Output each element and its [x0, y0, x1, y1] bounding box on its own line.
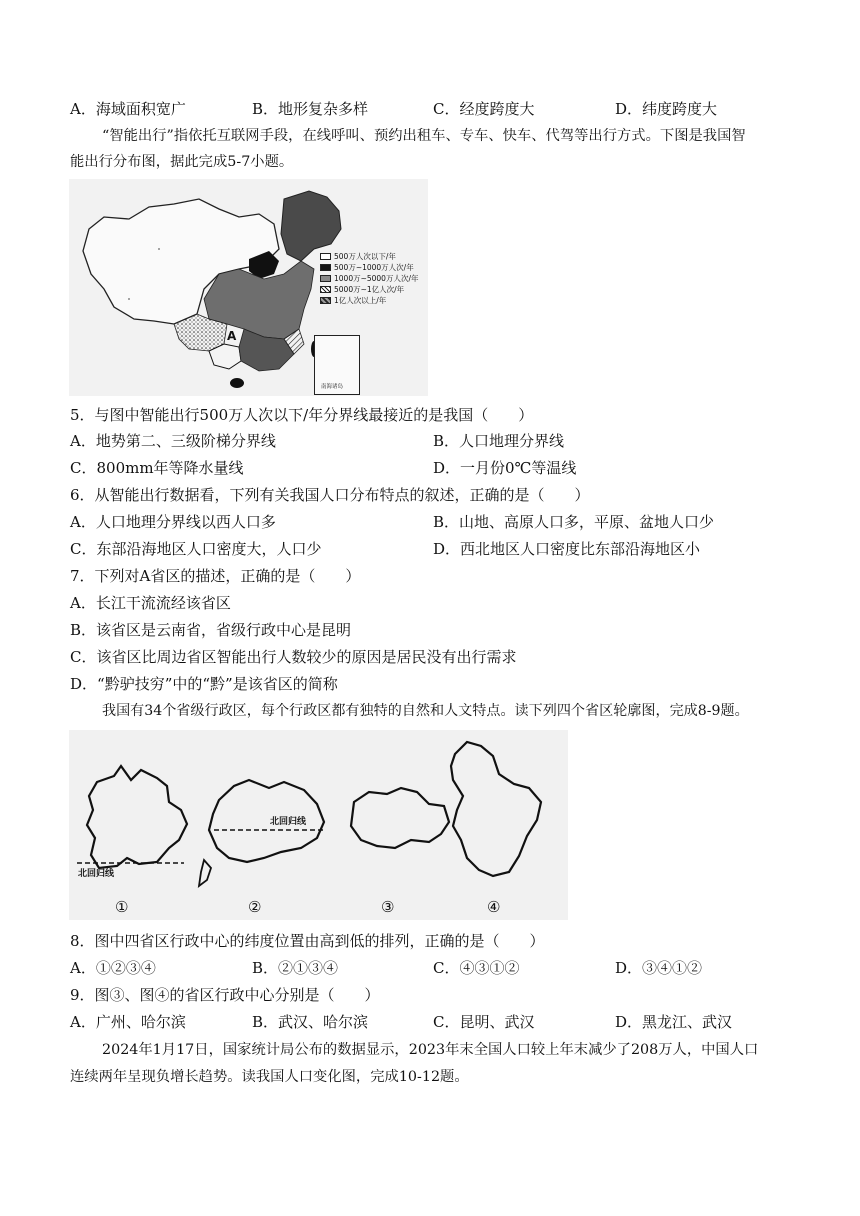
q5-option-c: C．800mm年等降水量线	[70, 459, 244, 477]
outline-label-3: ③	[381, 898, 395, 916]
map-legend	[320, 251, 419, 306]
q4-option-b: B．地形复杂多样	[252, 100, 369, 118]
q8-option-a: A．①②③④	[70, 959, 156, 977]
q7-option-b: B．该省区是云南省，省级行政中心是昆明	[70, 621, 352, 639]
q5-option-d: D．一月份0℃等温线	[433, 459, 577, 477]
q6-option-a: A．人口地理分界线以西人口多	[70, 513, 276, 531]
q7-option-a: A．长江干流流经该省区	[70, 594, 231, 612]
outline-label-1: ①	[115, 898, 129, 916]
q7-option-c: C．该省区比周边省区智能出行人数较少的原因是居民没有出行需求	[70, 648, 517, 666]
q6-option-d: D．西北地区人口密度比东部沿海地区小	[433, 540, 701, 558]
province-outlines	[69, 730, 568, 920]
intro3-line2: 连续两年呈现负增长趋势。读我国人口变化图，完成10-12题。	[70, 1069, 469, 1085]
q6-stem: 6．从智能出行数据看，下列有关我国人口分布特点的叙述，正确的是（ ）	[70, 486, 590, 504]
province-outlines-figure	[69, 730, 568, 920]
q8-option-b: B．②①③④	[252, 959, 339, 977]
china-smart-travel-map	[69, 179, 428, 396]
tropic-label-2: 北回归线	[270, 817, 307, 827]
q5-option-b: B．人口地理分界线	[433, 432, 565, 450]
q8-option-d: D．③④①②	[615, 959, 703, 977]
q9-option-c: C．昆明、武汉	[433, 1013, 535, 1031]
q8-option-c: C．④③①②	[433, 959, 520, 977]
legend-item-1: 500万人次以下/年	[320, 251, 419, 262]
intro1-line2: 能出行分布图，据此完成5-7小题。	[70, 154, 294, 170]
q4-option-c: C．经度跨度大	[433, 100, 535, 118]
q9-option-b: B．武汉、哈尔滨	[252, 1013, 369, 1031]
legend-item-4: 5000万~1亿人次/年	[320, 284, 419, 295]
outline-label-2: ②	[248, 898, 262, 916]
legend-item-3: 1000万~5000万人次/年	[320, 273, 419, 284]
q4-option-d: D．纬度跨度大	[615, 100, 718, 118]
tropic-label-1: 北回归线	[78, 869, 115, 879]
q9-stem: 9．图③、图④的省区行政中心分别是（ ）	[70, 986, 380, 1004]
q5-stem: 5．与图中智能出行500万人次以下/年分界线最接近的是我国（ ）	[70, 406, 534, 424]
legend-item-2: 500万~1000万人次/年	[320, 262, 419, 273]
south-china-sea-inset	[314, 335, 360, 395]
q6-option-b: B．山地、高原人口多，平原、盆地人口少	[433, 513, 715, 531]
outline-label-4: ④	[487, 898, 501, 916]
q7-stem: 7．下列对A省区的描述，正确的是（ ）	[70, 567, 361, 585]
intro1-line1: “智能出行”指依托互联网手段，在线呼叫、预约出租车、专车、快车、代驾等出行方式。下图是我国智	[102, 128, 746, 144]
q9-option-a: A．广州、哈尔滨	[70, 1013, 186, 1031]
legend-item-5: 1亿人次以上/年	[320, 295, 419, 306]
q5-option-a: A．地势第二、三级阶梯分界线	[70, 432, 276, 450]
intro2: 我国有34个省级行政区，每个行政区都有独特的自然和人文特点。读下列四个省区轮廓图，完成8-9题。	[102, 703, 749, 719]
inset-label: 南海诸岛	[321, 384, 344, 390]
intro3-line1: 2024年1月17日，国家统计局公布的数据显示，2023年末全国人口较上年末减少了208万人，中国人口	[102, 1042, 759, 1058]
q9-option-d: D．黑龙江、武汉	[615, 1013, 733, 1031]
q6-option-c: C．东部沿海地区人口密度大，人口少	[70, 540, 322, 558]
province-a-label: A	[227, 329, 237, 343]
q7-option-d: D．“黔驴技穷”中的“黔”是该省区的简称	[70, 675, 338, 693]
q8-stem: 8．图中四省区行政中心的纬度位置由高到低的排列，正确的是（ ）	[70, 932, 545, 950]
q4-option-a: A．海域面积宽广	[70, 100, 186, 118]
